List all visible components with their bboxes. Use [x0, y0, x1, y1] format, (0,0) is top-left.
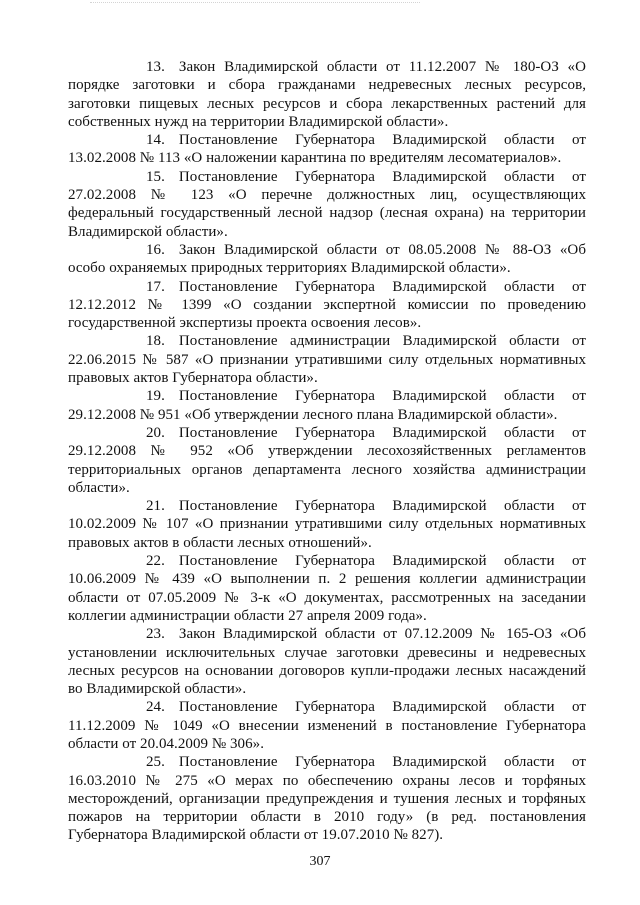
list-item	[68, 168, 586, 241]
item-text: Постановление Губернатора Владимирской области от 12.12.2012 № 1399 «О создании экспертной комиссии по проведению государственной экспертизы проекта освоения лесов».	[68, 278, 586, 332]
item-number: 24.	[146, 699, 165, 716]
item-text: Постановление Губернатора Владимирской области от 29.12.2008 № 951 «Об утверждении лесного плана Владимирской области».	[68, 388, 586, 423]
item-number: 14.	[146, 132, 165, 149]
item-number: 15.	[146, 168, 165, 185]
law-list	[68, 58, 586, 845]
item-text: Закон Владимирской области от 11.12.2007 № 180-ОЗ «О порядке заготовки и сбора гражданами недревесных лесных ресурсов, заготовки пищевых лесных ресурсов и сбора лекарственных растений для собственных нужд на территории Владимирской области».	[68, 59, 586, 130]
list-item	[68, 424, 586, 497]
item-text: Постановление Губернатора Владимирской области от 10.06.2009 № 439 «О выполнении п. 2 решения коллегии администрации области от 07.05.2009 № 3-к «О документах, рассмотренных на заседании коллегии администрации области 27 апреля 2009 года».	[68, 553, 586, 624]
item-number: 16.	[146, 241, 165, 258]
item-number: 22.	[146, 553, 165, 570]
list-item	[68, 625, 586, 698]
item-text: Постановление Губернатора Владимирской области от 27.02.2008 № 123 «О перечне должностных лиц, осуществляющих федеральный государственный лесной надзор (лесная охрана) на территории Владимирской области».	[68, 168, 586, 240]
item-text: Постановление Губернатора Владимирской области от 16.03.2010 № 275 «О мерах по обеспечению охраны лесов и торфяных месторождений, организации предупреждения и тушения лесных и торфяных пожаров на территории области в 2010 году» (в ред. постановления Губернатора Владимирской области от 19.07.2010 № 827).	[68, 754, 586, 844]
page-number: 307	[309, 854, 331, 869]
list-item	[68, 241, 586, 278]
item-text: Постановление администрации Владимирской области от 22.06.2015 № 587 «О признании утратившими силу отдельных нормативных правовых актов Губернатора области».	[68, 333, 586, 387]
list-item	[68, 278, 586, 333]
item-number: 23.	[146, 626, 165, 643]
item-number: 25.	[146, 754, 165, 771]
item-text: Закон Владимирской области от 08.05.2008 № 88-ОЗ «Об особо охраняемых природных территориях Владимирской области».	[68, 241, 586, 277]
item-text: Закон Владимирской области от 07.12.2009 № 165-ОЗ «Об установлении исключительных случае заготовки древесины и недревесных лесных ресурсов на основании договоров купли-продажи лесных насаждений во Владимирской области».	[68, 626, 586, 698]
list-item	[68, 698, 586, 753]
item-number: 20.	[146, 424, 165, 441]
list-item	[68, 552, 586, 625]
item-text: Постановление Губернатора Владимирской области от 13.02.2008 № 113 «О наложении карантина по вредителям лесоматериалов».	[68, 132, 586, 167]
list-item	[68, 387, 586, 424]
list-item	[68, 497, 586, 552]
list-item	[68, 131, 586, 168]
item-text: Постановление Губернатора Владимирской области от 10.02.2009 № 107 «О признании утратившими силу отдельных нормативных правовых актов в области лесных отношений».	[68, 498, 586, 551]
item-number: 19.	[146, 388, 165, 405]
item-number: 13.	[146, 59, 165, 75]
item-number: 21.	[146, 498, 165, 515]
scan-artifact	[90, 2, 420, 9]
item-number: 18.	[146, 333, 165, 350]
list-item	[68, 58, 586, 131]
item-text: Постановление Губернатора Владимирской области от 11.12.2009 № 1049 «О внесении изменений в постановление Губернатора области от 20.04.2009 № 306».	[68, 699, 586, 752]
item-number: 17.	[146, 278, 165, 295]
list-item	[68, 753, 586, 844]
list-item	[68, 332, 586, 387]
item-text: Постановление Губернатора Владимирской области от 29.12.2008 № 952 «Об утверждении лесохозяйственных регламентов территориальных органов департамента лесного хозяйства администрации области».	[68, 424, 586, 496]
